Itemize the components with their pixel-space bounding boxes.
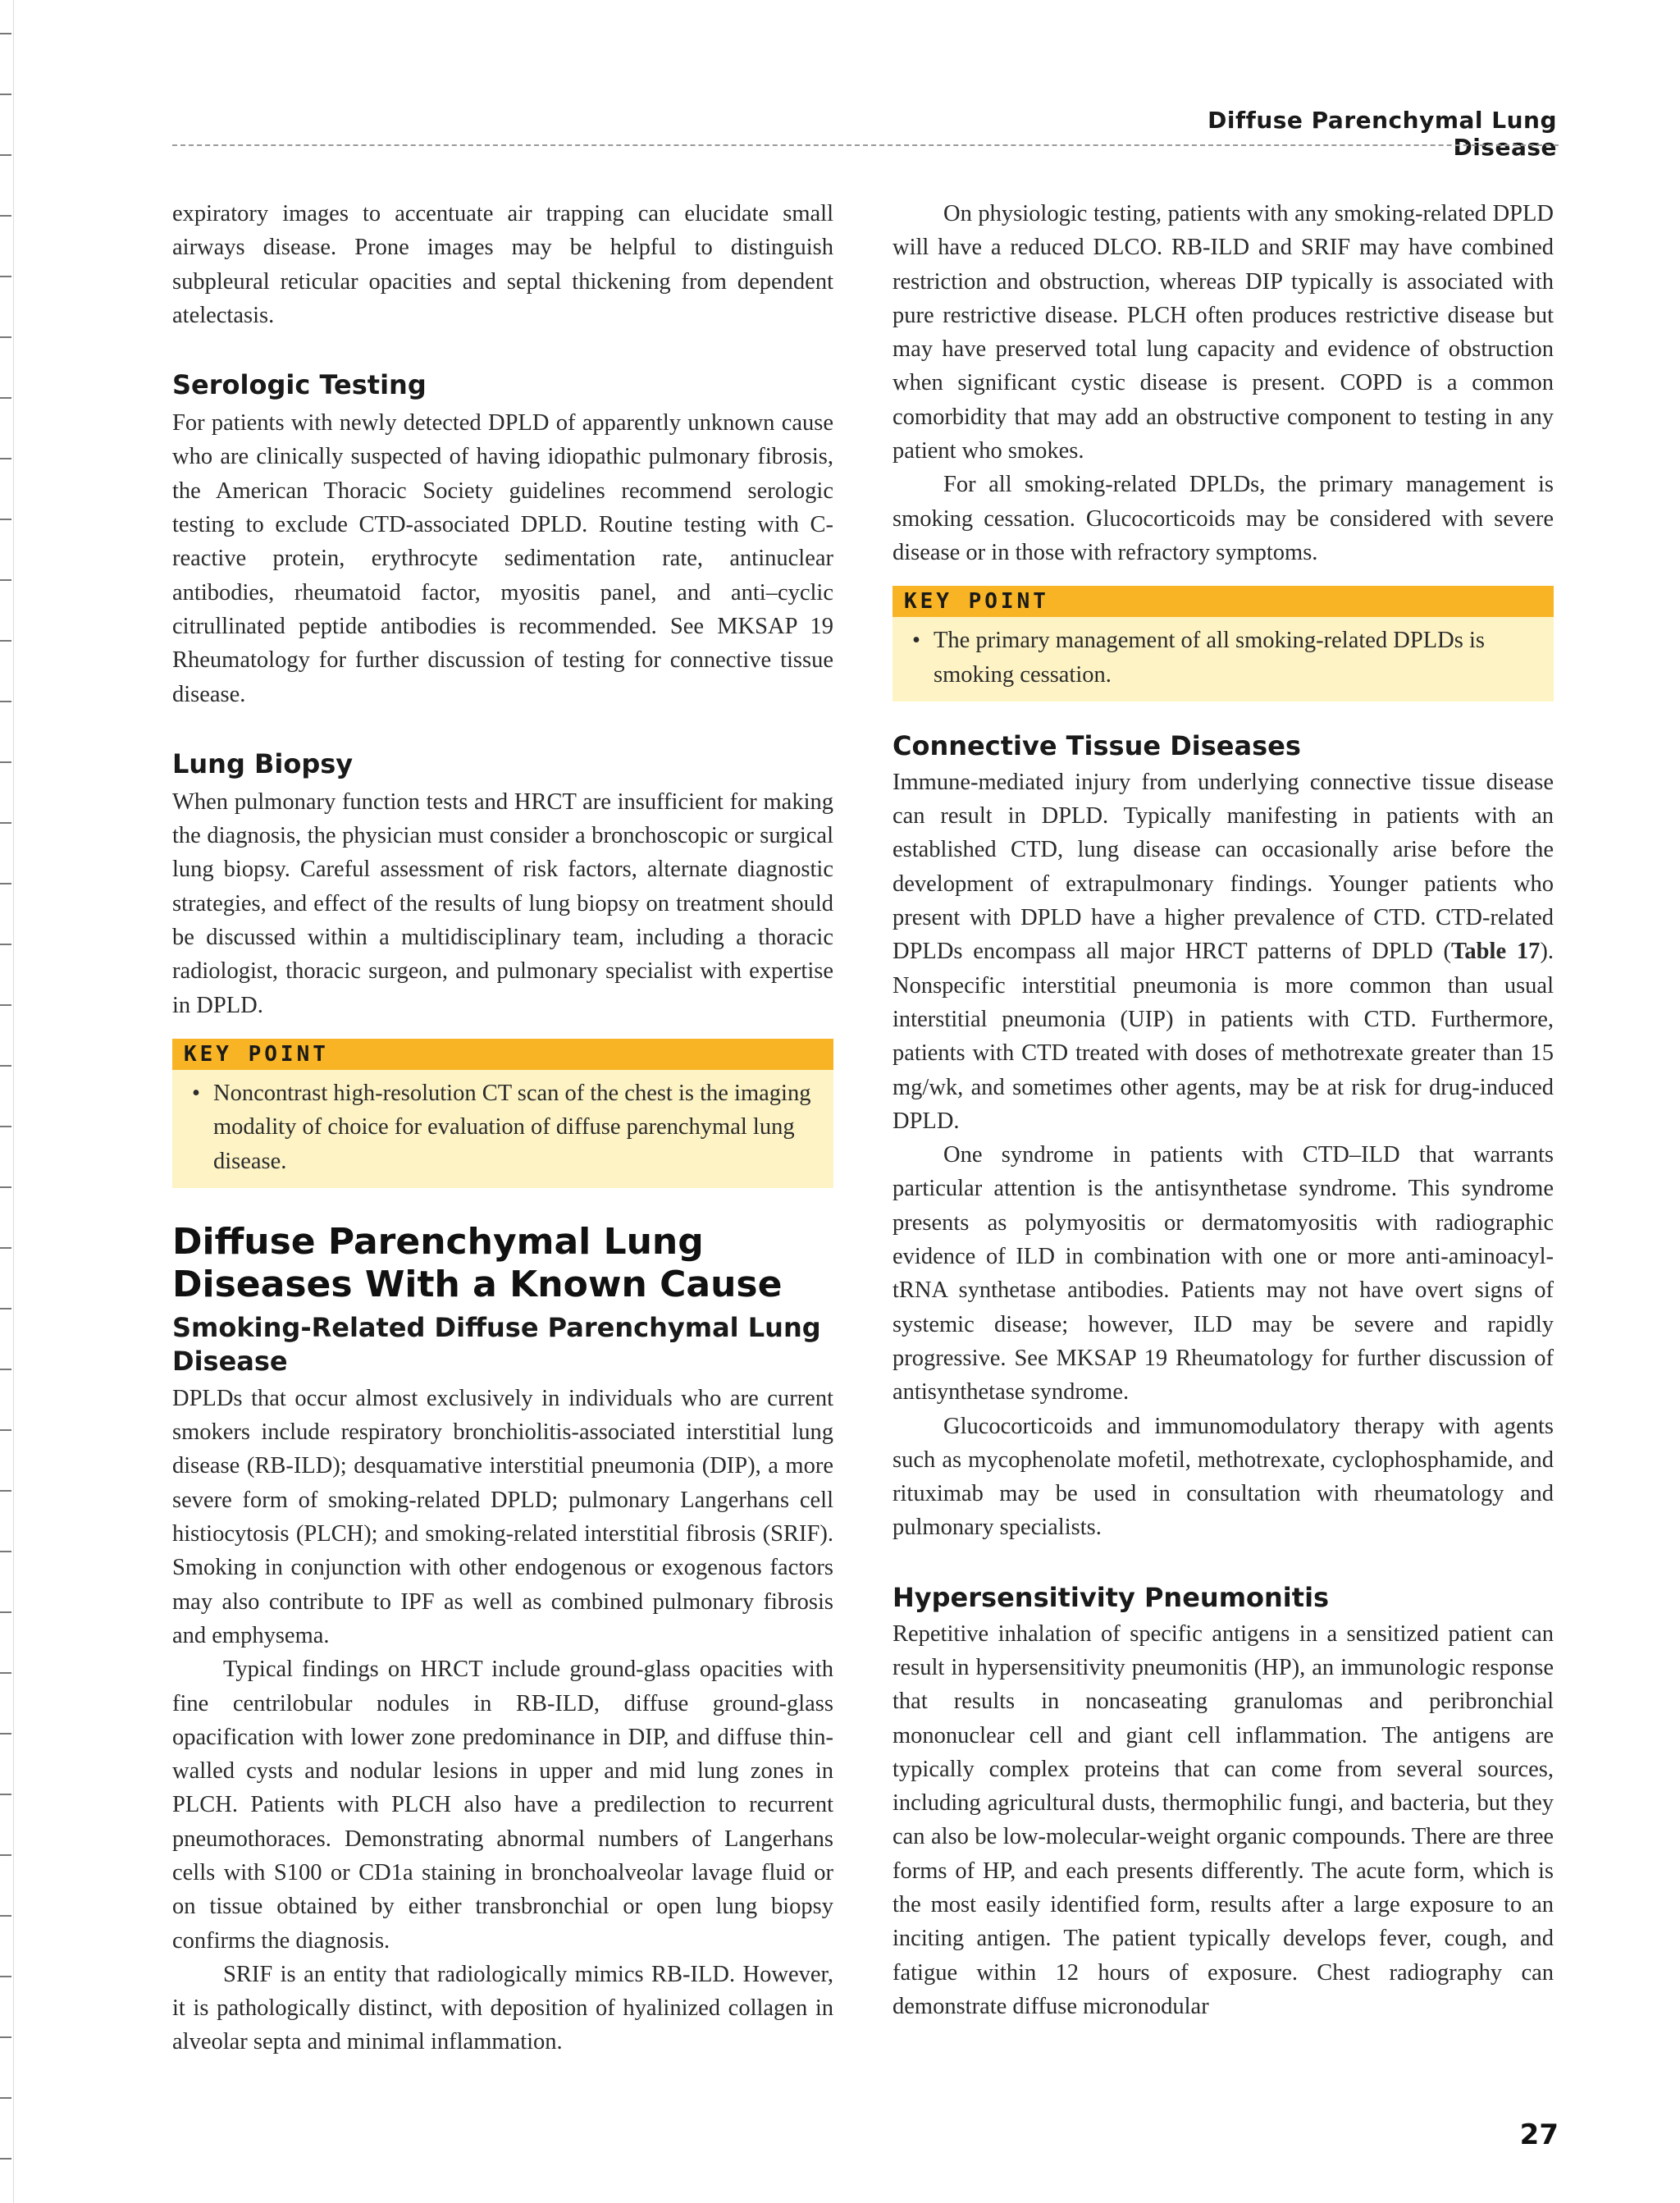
binding-mark: [0, 154, 11, 156]
binding-mark: [0, 1369, 11, 1370]
binding-mark: [0, 1551, 11, 1552]
heading-serologic-testing: Serologic Testing: [172, 369, 427, 401]
binding-mark: [0, 1611, 11, 1613]
ctd-text-part-2: ). Nonspecific interstitial pneumonia is more common than usual interstitial pneumonia (UIP) in patients with CTD. Furthermore, patients with CTD treated with doses of methotrexate greater than 15 mg/wk, and sometimes other agents, may be at risk for drug-induced DPLD.: [892, 939, 1554, 1134]
binding-mark: [0, 1672, 11, 1674]
heading-smoking-related-dpld: Smoking-Related Diffuse Parenchymal Lung Disease: [172, 1311, 821, 1377]
key-point-label: KEY POINT: [172, 1039, 833, 1070]
running-head: Diffuse Parenchymal Lung Disease: [1208, 107, 1557, 161]
key-point-item: [185, 1076, 820, 1178]
binding-mark: [0, 2158, 11, 2160]
binding-mark: [0, 1247, 11, 1249]
header-rule: [172, 144, 1559, 146]
binding-mark: [0, 1490, 11, 1492]
paragraph-management: For all smoking-related DPLDs, the primary management is smoking cessation. Glucocorticoids may be considered with severe disease or in those with refractory symptoms.: [892, 472, 1554, 565]
binding-mark: [0, 1429, 11, 1431]
key-point-text: The primary management of all smoking-related DPLDs is smoking cessation.: [934, 628, 1485, 688]
binding-mark: [0, 519, 11, 520]
binding-mark: [0, 822, 11, 824]
binding-mark: [0, 701, 11, 702]
binding-mark: [0, 579, 11, 581]
section-heading-known-cause: Diffuse Parenchymal Lung Diseases With a Known Cause: [172, 1220, 783, 1305]
paragraph-physiologic-testing: On physiologic testing, patients with any smoking-related DPLD will have a reduced DLCO. RB-ILD and SRIF may have combined restriction and obstruction, whereas DIP typically is associated with pure restrictive disease. PLCH often produces restrictive disease but may have preserved total lung capacity and evidence of obstruction when significant cystic disease is present. COPD is a common comorbidity that may add an obstructive component to testing in any patient who smokes.: [892, 201, 1554, 464]
binding-mark: [0, 761, 11, 763]
binding-mark: [0, 1976, 11, 1977]
binding-mark: [0, 33, 11, 34]
binding-mark: [0, 944, 11, 945]
heading-connective-tissue-diseases: Connective Tissue Diseases: [892, 729, 1301, 761]
paragraph-ctd-1: [892, 766, 1554, 1138]
paragraph-smoking-related-3: SRIF is an entity that radiologically mimics RB-ILD. However, it is pathologically distinct, with deposition of hyalinized collagen in alveolar septa and minimal inflammation.: [172, 1961, 833, 2055]
binding-mark: [0, 2097, 11, 2099]
heading-lung-biopsy: Lung Biopsy: [172, 747, 354, 779]
ctd-text-part-1: Immune-mediated injury from underlying connective tissue disease can result in DPLD. Typically manifesting in patients with an established CTD, lung disease can occasionally arise before the development of extrapulmonary findings. Younger patients who present with DPLD have a higher prevalence of CTD. CTD-related DPLDs encompass all major HRCT patterns of DPLD (: [892, 769, 1554, 965]
paragraph-smoking-related-1: DPLDs that occur almost exclusively in individuals who are current smokers include respiratory bronchiolitis-associated interstitial lung disease (RB-ILD); desquamative interstitial pneumonia (DIP), a more severe form of smoking-related DPLD; pulmonary Langerhans cell histiocytosis (PLCH); and smoking-related interstitial fibrosis (SRIF). Smoking in conjunction with other endogenous or exogenous factors may also contribute to IPF as well as combined pulmonary fibrosis and emphysema.: [172, 1385, 833, 1648]
binding-mark: [0, 215, 11, 217]
binding-mark: [0, 336, 11, 338]
binding-mark: [0, 276, 11, 277]
paragraph-smoking-related-2: Typical findings on HRCT include ground-glass opacities with fine centrilobular nodules in RB-ILD, diffuse ground-glass opacification with lower zone predominance in DIP, and diffuse thin-walled cysts and nodular lesions in upper and mid lung zones in PLCH. Patients with PLCH also have a predilection to recurrent pneumothoraces. Demonstrating abnormal numbers of Langerhans cells with S100 or CD1a staining in bronchoalveolar lavage fluid or on tissue obtained by either transbronchial or open lung biopsy confirms the diagnosis.: [172, 1657, 833, 1954]
binding-mark: [0, 1733, 11, 1735]
paragraph-lung-biopsy: When pulmonary function tests and HRCT are insufficient for making the diagnosis, the physician must consider a bronchoscopic or surgical lung biopsy. Careful assessment of risk factors, alternate diagnostic strategies, and effect of the results of lung biopsy on treatment should be discussed within a multidisciplinary team, including a thoracic radiologist, thoracic surgeon, and pulmonary specialist with expertise in DPLD.: [172, 788, 833, 1018]
binding-mark: [0, 1004, 11, 1006]
left-column: [172, 197, 833, 2059]
bullet-icon: •: [192, 1080, 200, 1106]
binding-mark: [0, 1186, 11, 1188]
binding-mark: [0, 640, 11, 642]
page-number: 27: [1519, 2118, 1559, 2151]
key-point-item: [906, 624, 1541, 692]
bullet-icon: •: [912, 628, 920, 654]
binding-mark: [0, 1065, 11, 1067]
key-point-box-smoking-cessation: [892, 586, 1554, 702]
key-point-box-hrct: [172, 1039, 833, 1188]
binding-mark: [0, 883, 11, 884]
paragraph-ctd-3: Glucocorticoids and immunomodulatory therapy with agents such as mycophenolate mofetil, methotrexate, cyclophosphamide, and rituximab may be used in consultation with rheumatology and pulmonary specialists.: [892, 1413, 1554, 1541]
binding-mark: [0, 2036, 11, 2038]
binding-mark: [0, 1126, 11, 1127]
binding-mark: [0, 1854, 11, 1856]
heading-hypersensitivity-pneumonitis: Hypersensitivity Pneumonitis: [892, 1581, 1330, 1613]
paragraph-hypersensitivity-pneumonitis: Repetitive inhalation of specific antigens in a sensitized patient can result in hypersensitivity pneumonitis (HP), an immunologic response that results in noncaseating granulomas and peribronchial mononuclear cell and giant cell inflammation. The antigens are typically complex proteins that can come from several sources, including agricultural dusts, thermophilic fungi, and bacteria, but they can also be low-molecular-weight organic compounds. There are three forms of HP, and each presents differently. The acute form, which is the most easily identified form, results after a large exposure to an inciting antigen. The patient typically develops fever, cough, and fatigue within 12 hours of exposure. Chest radiography can demonstrate diffuse micronodular: [892, 1620, 1554, 2019]
binding-mark: [0, 1308, 11, 1309]
paragraph-ctd-2: One syndrome in patients with CTD–ILD that warrants particular attention is the antisynthetase syndrome. This syndrome presents as polymyositis or dermatomyositis with radiographic evidence of ILD in combination with one or more anti-aminoacyl-tRNA synthetase antibodies. Patients may not have overt signs of systemic disease; however, ILD may be severe and rapidly progressive. See MKSAP 19 Rheumatology for further discussion of antisynthetase syndrome.: [892, 1142, 1554, 1405]
binding-mark: [0, 1915, 11, 1917]
paragraph-intro: expiratory images to accentuate air trapping can elucidate small airways disease. Prone images may be helpful to distinguish subpleural reticular opacities and septal thickening from dependent atelectasis.: [172, 201, 833, 328]
table-17-reference[interactable]: Table 17: [1451, 939, 1541, 965]
key-point-text: Noncontrast high-resolution CT scan of the chest is the imaging modality of choice for evaluation of diffuse parenchymal lung disease.: [213, 1080, 811, 1174]
binding-mark: [0, 397, 11, 399]
binding-mark: [0, 94, 11, 95]
right-column: [892, 197, 1554, 2023]
binding-marks: [0, 0, 16, 2203]
paragraph-serologic-testing: For patients with newly detected DPLD of apparently unknown cause who are clinically suspected of having idiopathic pulmonary fibrosis, the American Thoracic Society guidelines recommend serologic testing to exclude CTD-associated DPLD. Routine testing with C-reactive protein, erythrocyte sedimentation rate, antinuclear antibodies, rheumatoid factor, myositis panel, and anti–cyclic citrullinated peptide antibodies is recommended. See MKSAP 19 Rheumatology for further discussion of testing for connective tissue disease.: [172, 410, 833, 707]
binding-mark: [0, 458, 11, 459]
key-point-label: KEY POINT: [892, 586, 1554, 617]
binding-mark: [0, 1794, 11, 1795]
